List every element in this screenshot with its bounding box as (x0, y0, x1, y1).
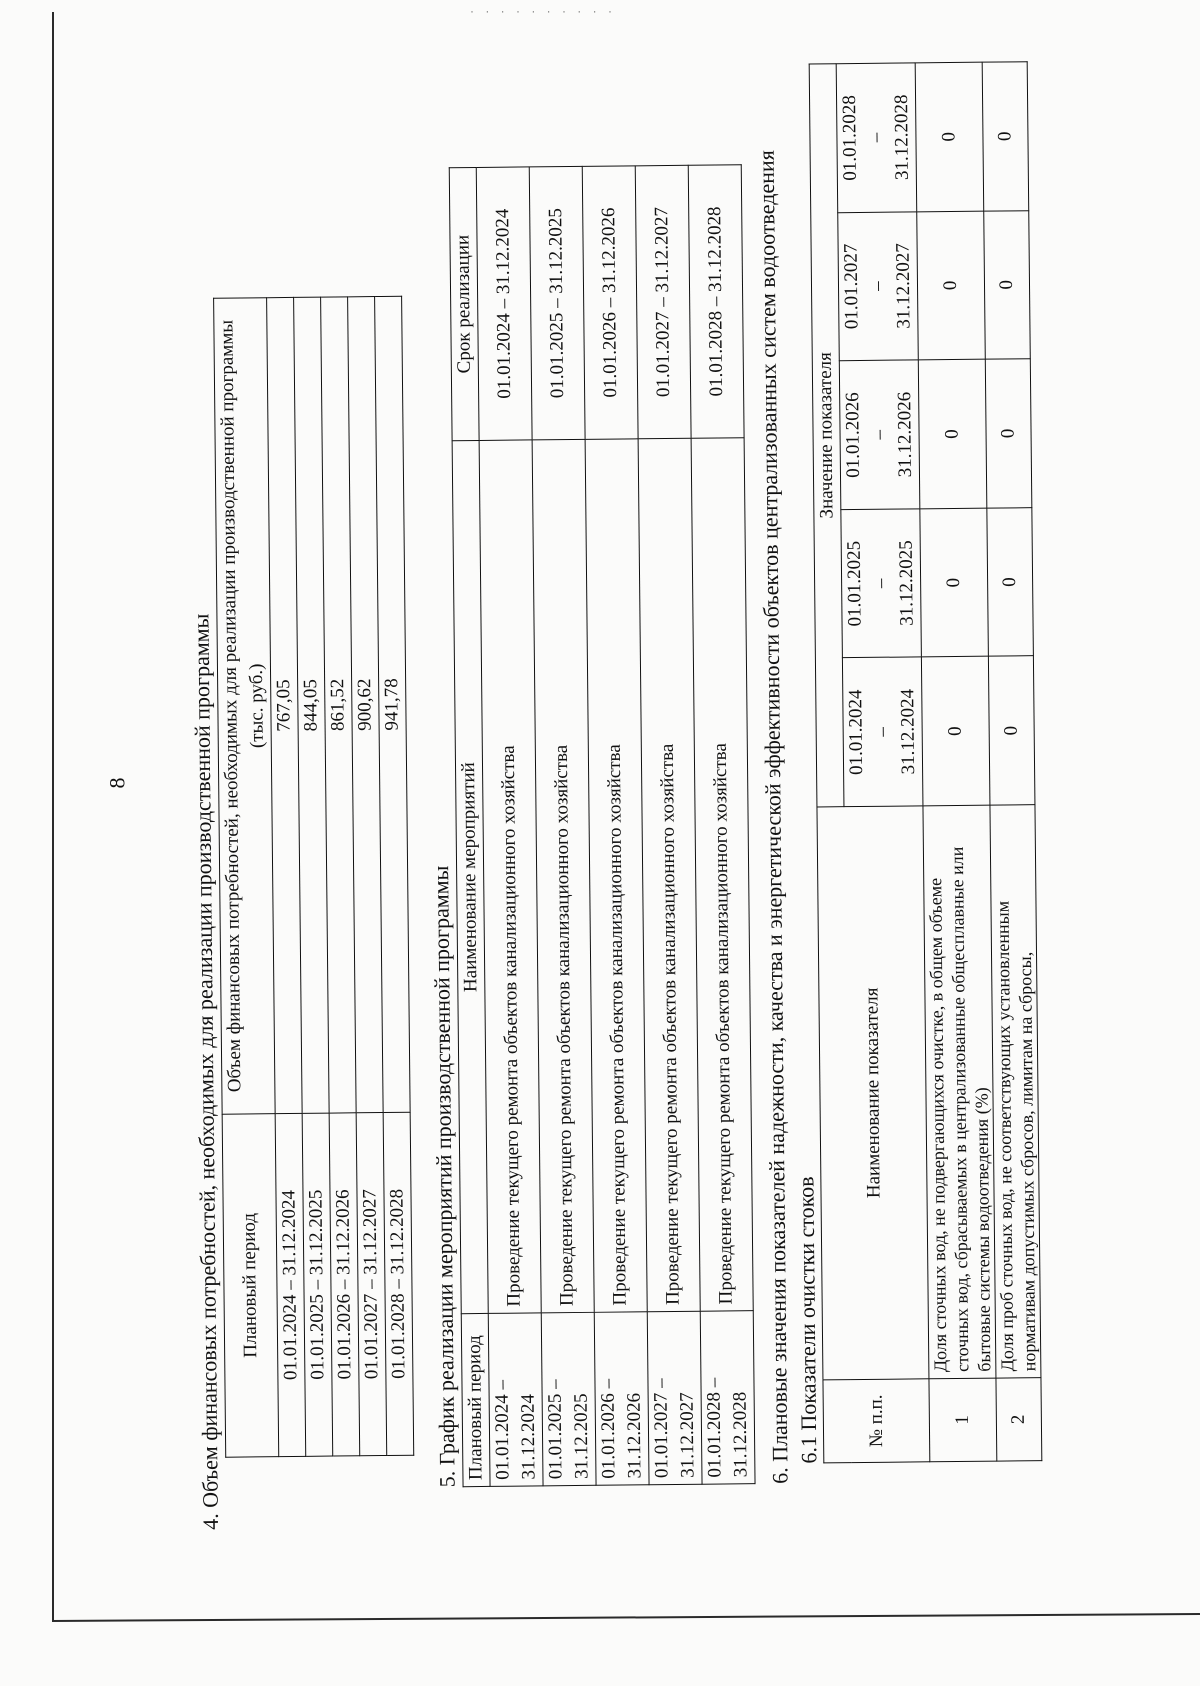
row-num-cell: 1 (929, 1378, 997, 1462)
amount-cell: 844,05 (294, 297, 330, 1113)
period-to: 31.12.2028 (891, 94, 913, 181)
section4-title: 4. Объем финансовых потребностей, необходимых для реализации производственной программы (188, 613, 223, 1530)
period-from: 01.01.2026 (842, 392, 865, 478)
amount-cell: 900,62 (348, 297, 384, 1113)
period-cell: 01.01.2027 – 31.12.2027 (647, 1311, 702, 1485)
header-cell: Объем финансовых потребностей, необходимых для реализации производственной программы (тыс. руб.) (214, 298, 276, 1115)
header-cell: Наименование мероприятий (452, 440, 488, 1313)
period-dash: – (865, 132, 887, 143)
period-from: 01.01.2024 (845, 689, 868, 776)
term-cell: 01.01.2026 – 31.12.2026 (582, 166, 638, 440)
finance-table (213, 296, 414, 1458)
section6-subtitle: 6.1 Показатели очистки стоков (793, 1176, 822, 1464)
amount-cell: 941,78 (375, 296, 411, 1112)
value-cell: 0 (985, 359, 1032, 508)
period-cell: 01.01.2025 – 31.12.2025 (541, 1312, 596, 1486)
period-header-cell (841, 509, 922, 658)
header-num-cell: № п.п. (823, 1379, 930, 1463)
period-cell: 01.01.2027 – 31.12.2027 (356, 1113, 387, 1456)
value-cell: 0 (917, 211, 986, 360)
header-cell: Срок реализации (449, 167, 479, 440)
header-value-cell: Значение показателя (809, 64, 844, 807)
header-cell: Плановый период (222, 1114, 279, 1458)
scan-noise-top: · · · · · · · · · · (470, 4, 616, 18)
period-dash: – (866, 281, 889, 292)
period-cell: 01.01.2024 – 31.12.2024 (275, 1113, 306, 1456)
activity-cell: Проведение текущего ремонта объектов канализационного хозяйства (585, 439, 647, 1313)
term-cell: 01.01.2028 – 31.12.2028 (688, 165, 744, 439)
period-to: 31.12.2025 (895, 540, 918, 626)
amount-cell: 861,52 (321, 297, 357, 1113)
activity-cell: Проведение текущего ремонта объектов канализационного хозяйства (638, 438, 700, 1312)
period-header-cell (838, 212, 919, 361)
value-cell: 0 (918, 359, 987, 508)
period-cell: 01.01.2028 – 31.12.2028 (700, 1311, 755, 1485)
section6-title: 6. Плановые значения показателей надежности, качества и энергетической эффективности объектов централизованных систем водоотведения (753, 150, 793, 1485)
period-dash: – (868, 429, 890, 440)
page-number: 8 (104, 777, 130, 789)
indicator-name-cell: Доля сточных вод, не подвергающихся очистке, в общем объеме сточных вод, сбрасываемых в централизованные общесплавные или бытовые системы водоотведения (%) (923, 805, 996, 1379)
period-header-cell (839, 360, 920, 509)
schedule-table (449, 164, 756, 1487)
amount-cell: 767,05 (267, 297, 303, 1113)
rotated-content (181, 41, 1043, 1530)
indicator-name-cell: Доля проб сточных вод, не соответствующих установленным нормативам допустимых сбросов, лимитам на сбросы, (990, 805, 1041, 1378)
period-from: 01.01.2027 (840, 243, 863, 330)
period-from: 01.01.2025 (843, 540, 866, 627)
period-cell: 01.01.2026 – 31.12.2026 (329, 1113, 360, 1456)
activity-cell: Проведение текущего ремонта объектов канализационного хозяйства (532, 439, 594, 1313)
period-cell: 01.01.2024 – 31.12.2024 (488, 1313, 543, 1487)
period-cell: 01.01.2028 – 31.12.2028 (383, 1112, 414, 1455)
period-to: 31.12.2024 (897, 688, 920, 775)
term-cell: 01.01.2025 – 31.12.2025 (529, 166, 585, 440)
period-cell: 01.01.2025 – 31.12.2025 (302, 1113, 333, 1456)
period-header-cell (842, 657, 923, 806)
period-dash: – (870, 578, 892, 589)
term-cell: 01.01.2024 – 31.12.2024 (476, 167, 532, 441)
section5-title: 5. График реализации мероприятий производственной программы (428, 865, 460, 1488)
period-header-cell (836, 63, 917, 212)
value-cell: 0 (921, 657, 990, 806)
term-cell: 01.01.2027 – 31.12.2027 (635, 165, 691, 439)
header-name-cell: Наименование показателя (817, 806, 929, 1380)
value-cell: 0 (987, 508, 1034, 657)
period-from: 01.01.2028 (839, 95, 861, 181)
period-to: 31.12.2026 (894, 391, 917, 478)
value-cell: 0 (920, 508, 989, 657)
period-cell: 01.01.2026 – 31.12.2026 (594, 1312, 649, 1486)
header-cell: Плановый период (461, 1313, 490, 1486)
value-cell: 0 (984, 210, 1031, 359)
period-to: 31.12.2027 (892, 243, 915, 329)
activity-cell: Проведение текущего ремонта объектов канализационного хозяйства (691, 438, 753, 1312)
activity-cell: Проведение текущего ремонта объектов канализационного хозяйства (479, 440, 541, 1314)
value-cell: 0 (988, 656, 1035, 805)
value-cell: 0 (915, 62, 984, 211)
row-num-cell: 2 (996, 1378, 1042, 1461)
period-dash: – (871, 727, 893, 737)
page-left-edge (52, 12, 54, 1622)
indicators-table (809, 61, 1043, 1463)
page-bottom-edge (52, 1613, 1200, 1622)
value-cell: 0 (982, 62, 1029, 211)
